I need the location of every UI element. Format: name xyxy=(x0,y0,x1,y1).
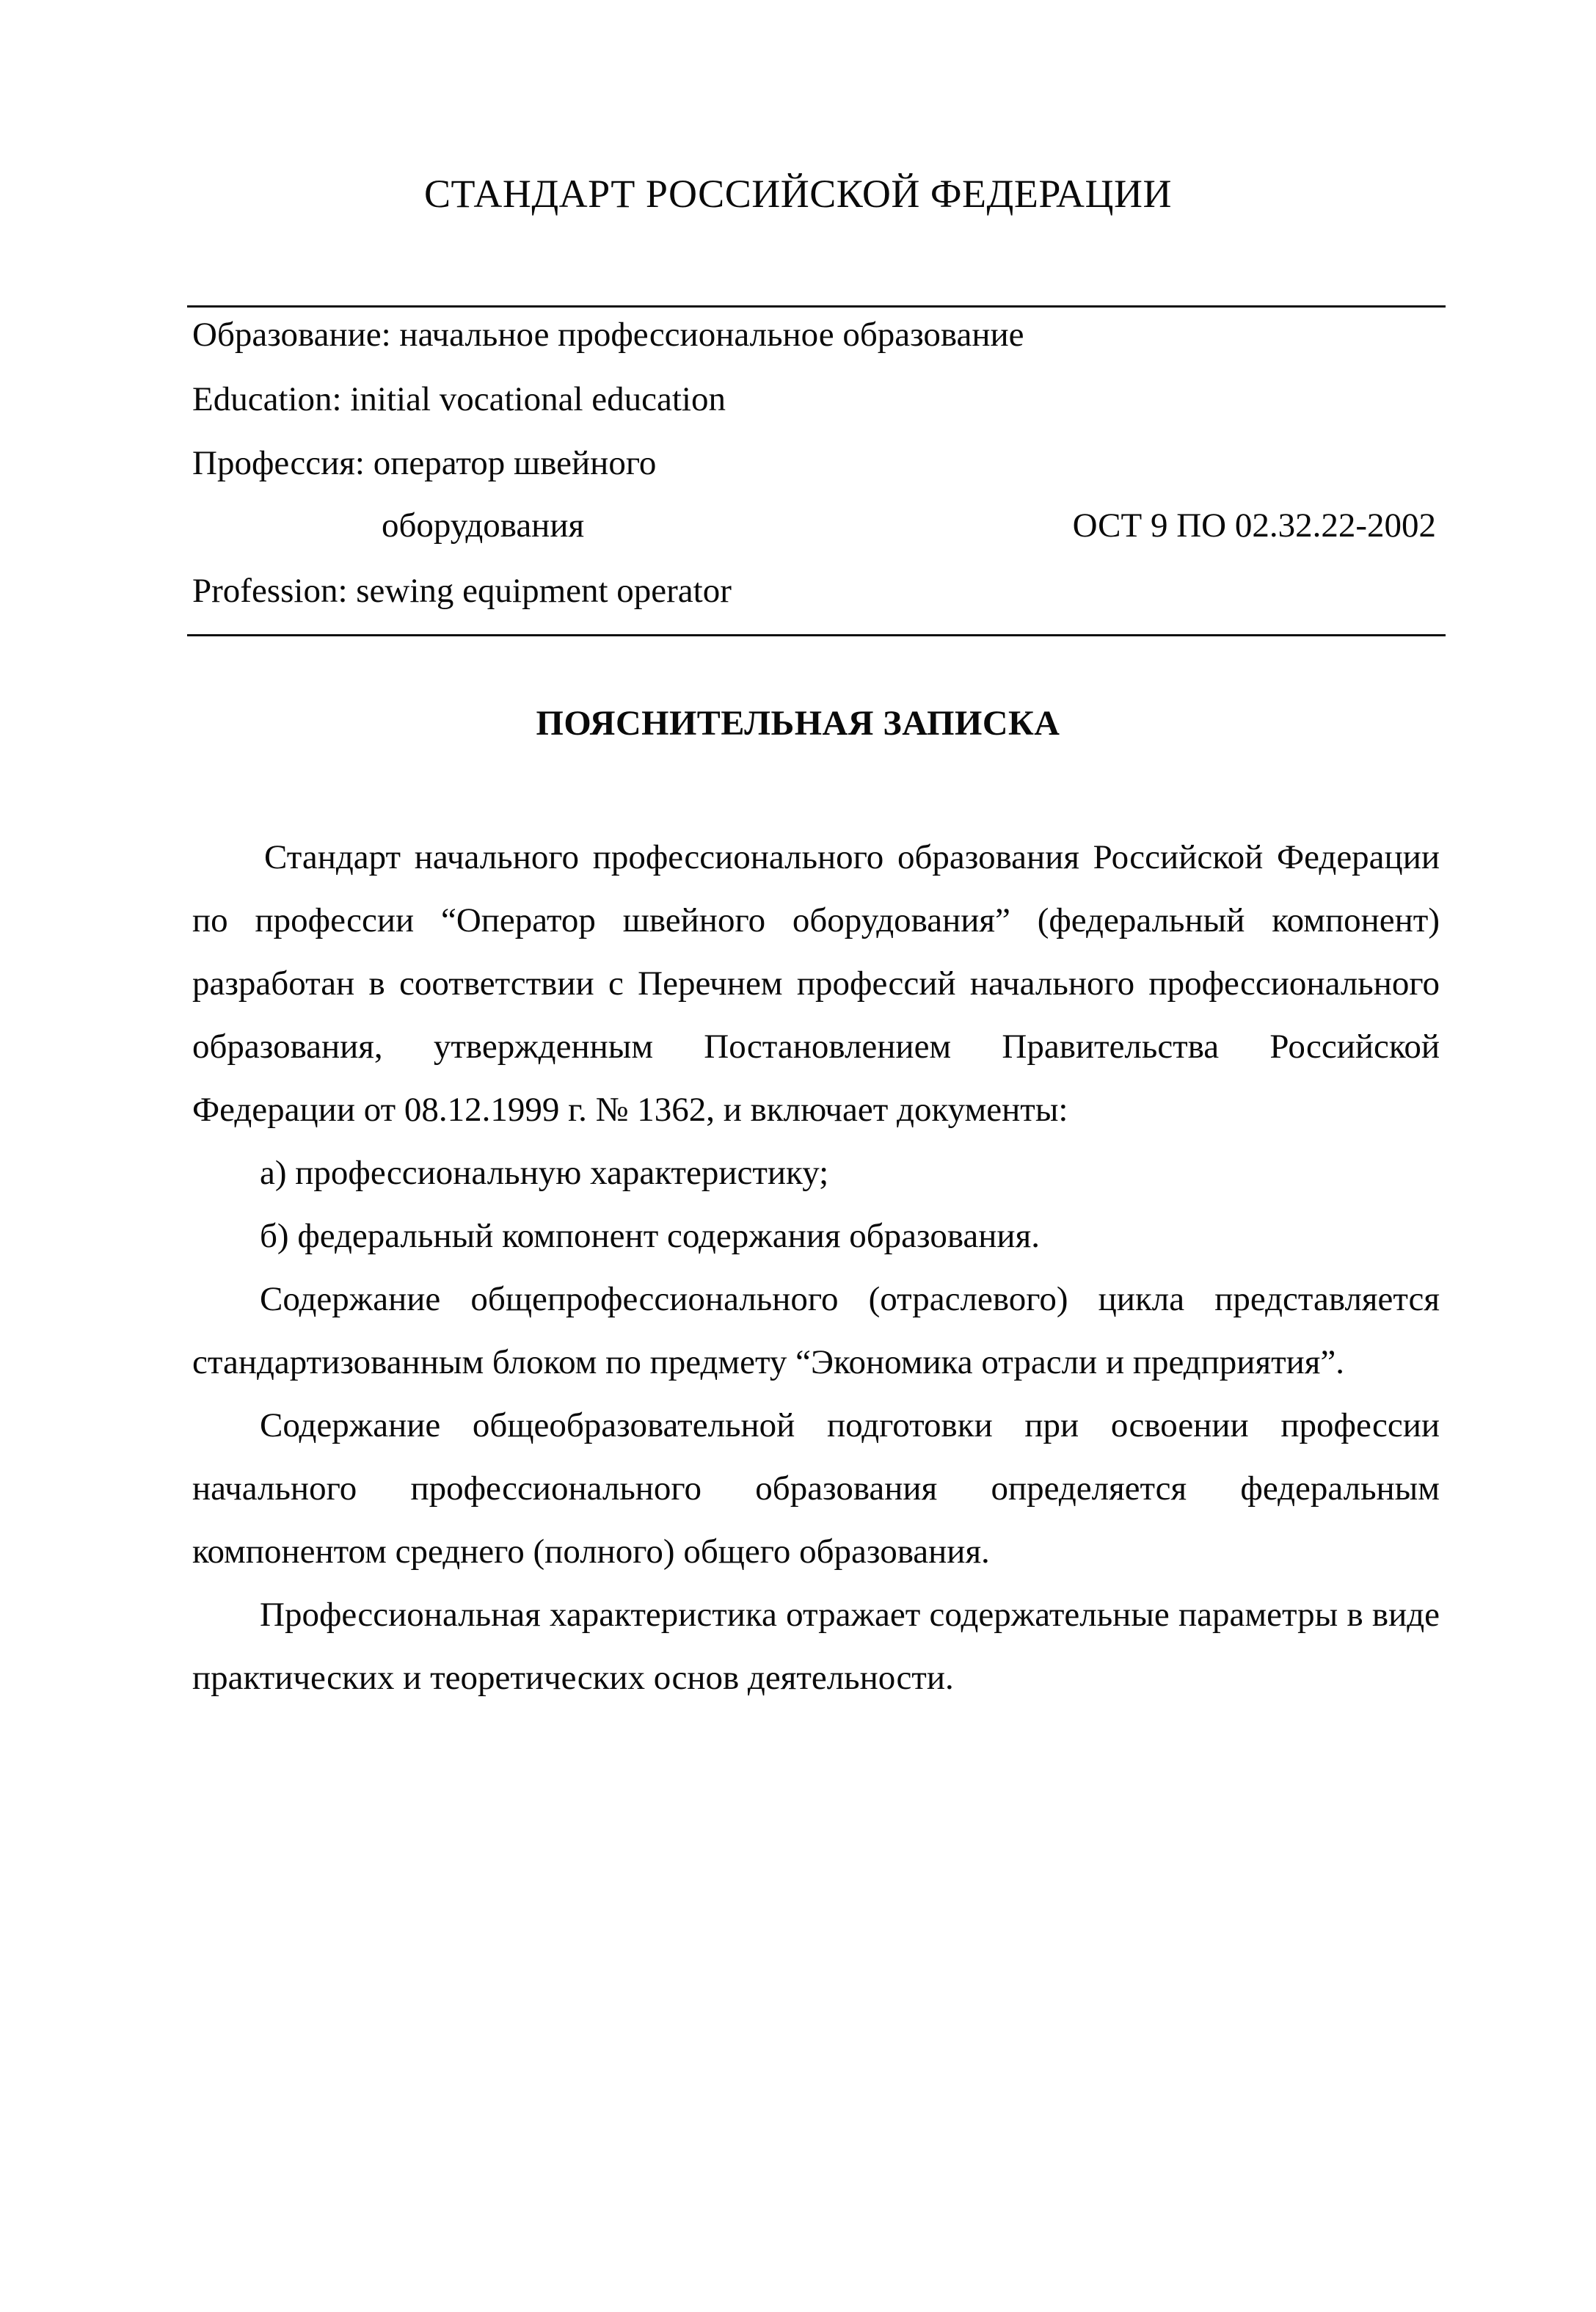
header-education-ru: Образование: начальное профессиональное образование xyxy=(192,316,1024,354)
header-profession-ru-cont: оборудования xyxy=(382,506,585,545)
paragraph-general-cycle: Содержание общепрофессионального (отраслевого) цикла представляется стандартизованным блоком по предмету “Экономика отрасли и предприятия”. xyxy=(192,1280,1440,1381)
header-top-rule xyxy=(187,305,1446,308)
explanatory-note-title: ПОЯСНИТЕЛЬНАЯ ЗАПИСКА xyxy=(536,704,1060,743)
ost-code: ОСТ 9 ПО 02.32.22-2002 xyxy=(1072,506,1436,545)
list-item-a: а) профессиональную характеристику; xyxy=(260,1154,829,1192)
header-education-en: Education: initial vocational education xyxy=(192,380,726,418)
paragraph-characteristic: Профессиональная характеристика отражает содержательные параметры в виде практических и теоретических основ деятельности. xyxy=(192,1596,1440,1697)
paragraph-general-education: Содержание общеобразовательной подготовки при освоении профессии начального профессионального образования определяется федеральным компонентом среднего (полного) общего образования. xyxy=(192,1406,1440,1571)
header-profession-ru: Профессия: оператор швейного xyxy=(192,444,657,482)
standard-title: СТАНДАРТ РОССИЙСКОЙ ФЕДЕРАЦИИ xyxy=(424,172,1172,216)
header-bottom-rule xyxy=(187,634,1446,636)
list-item-b: б) федеральный компонент содержания образования. xyxy=(260,1217,1040,1255)
header-profession-en: Profession: sewing equipment operator xyxy=(192,572,732,610)
paragraph-intro: Стандарт начального профессионального образования Российской Федерации по профессии “Оператор швейного оборудования” (федеральный компонент) разработан в соответствии с Перечнем профессий начального профессионального образования, утвержденным Постановлением Правительства Российской Федерации от 08.12.1999 г. № 1362, и включает документы: xyxy=(192,838,1440,1129)
note-body xyxy=(192,826,1440,1709)
